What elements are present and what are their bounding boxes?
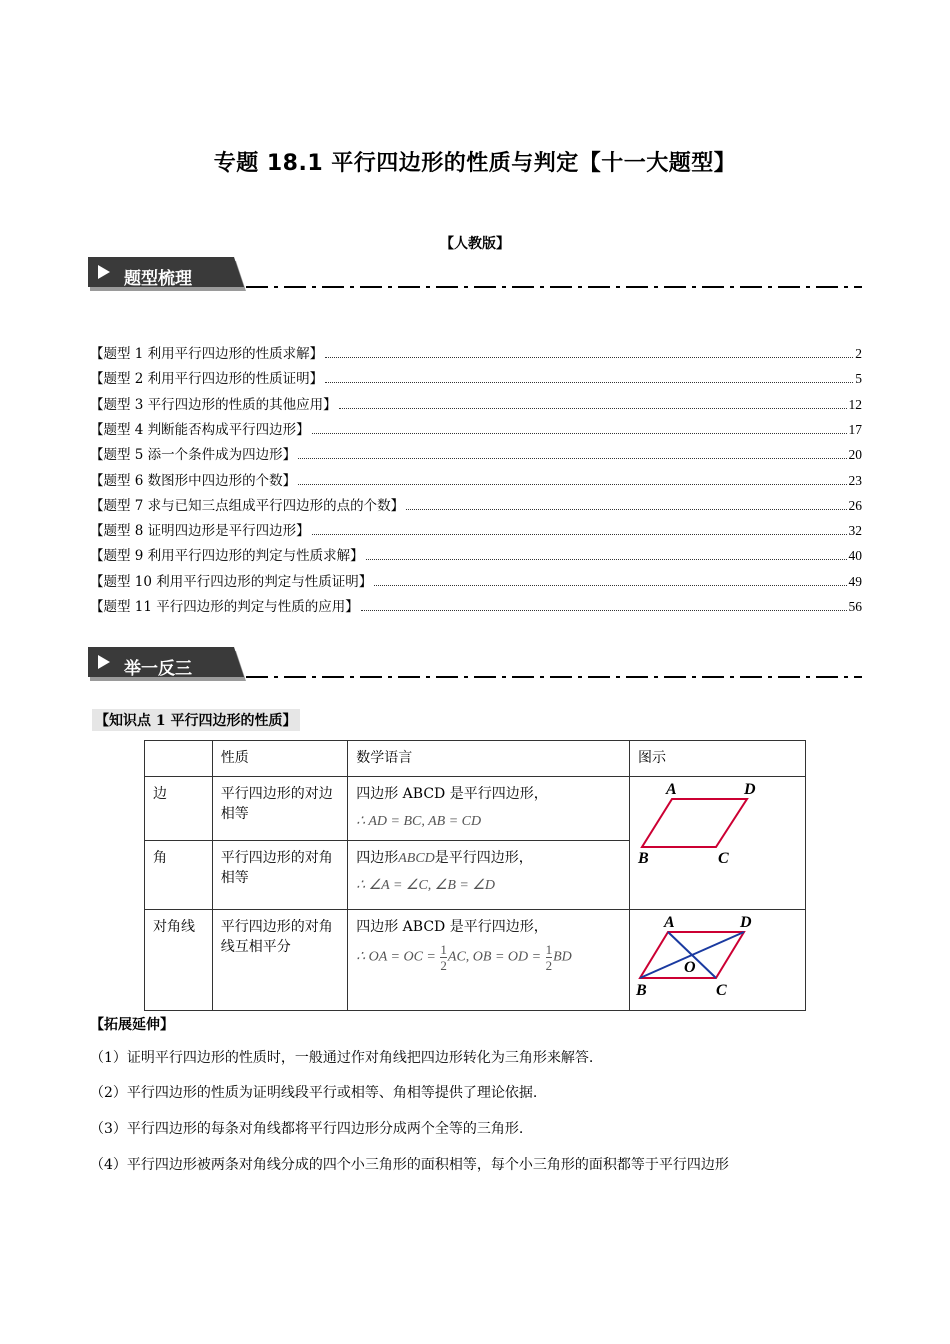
toc-page-number: 2 — [855, 346, 862, 361]
banner-label: 题型梳理 — [124, 269, 192, 289]
toc-entry[interactable] — [90, 393, 862, 413]
conclusion-part: BD — [553, 949, 572, 965]
center-label-o: O — [684, 959, 696, 976]
parallelogram-shape — [642, 799, 747, 847]
toc-entry[interactable] — [90, 595, 862, 615]
premise-suffix: 是平行四边形， — [434, 850, 533, 867]
extension-item: （4）平行四边形被两条对角线分成的四个小三角形的面积相等，每个小三角形的面积都等于平行四边形 — [90, 1157, 729, 1173]
dash-line — [246, 285, 862, 289]
math-premise: 四边形 ABCD 是平行四边形， — [356, 919, 548, 935]
frac-den: 2 — [545, 958, 553, 973]
conclusion-part: AC, OB = OD = — [447, 949, 542, 965]
row-name: 对角线 — [145, 910, 213, 1011]
properties-table — [144, 740, 806, 1011]
toc-entry-label: 【题型 1 利用平行四边形的性质求解】 — [90, 346, 324, 362]
toc-entry-label: 【题型 3 平行四边形的性质的其他应用】 — [90, 396, 337, 413]
row-name: 角 — [145, 841, 213, 910]
toc-leader-dots — [406, 508, 846, 510]
frac-num: 1 — [545, 942, 553, 957]
toc-page-number: 56 — [848, 599, 862, 614]
toc-entry[interactable] — [90, 544, 862, 564]
toc-entry-label: 【题型 8 证明四边形是平行四边形】 — [90, 523, 310, 540]
toc-leader-dots — [298, 483, 846, 485]
fraction-half — [440, 942, 447, 973]
toc-leader-dots — [325, 381, 853, 383]
toc-leader-dots — [312, 533, 847, 535]
vertex-label-a: A — [664, 914, 675, 931]
header-cell: 性质 — [212, 741, 347, 777]
toc-entry-label: 【题型 6 数图形中四边形的个数】 — [90, 472, 297, 489]
vertex-label-c: C — [718, 850, 729, 867]
toc-page-number: 17 — [848, 421, 862, 437]
vertex-label-a: A — [666, 781, 677, 798]
frac-num: 1 — [440, 942, 447, 957]
premise-prefix: 四边形 — [356, 850, 399, 867]
toc-page-number: 5 — [855, 371, 862, 387]
toc-entry[interactable] — [90, 367, 862, 387]
toc-entry[interactable] — [90, 418, 862, 438]
vertex-label-b: B — [636, 982, 647, 999]
vertex-label-d: D — [744, 781, 756, 798]
header-cell: 数学语言 — [348, 741, 630, 777]
toc-entry-label: 【题型 4 判断能否构成平行四边形】 — [90, 421, 310, 438]
toc-page-number: 23 — [848, 472, 862, 488]
math-premise: 四边形 ABCD 是平行四边形， — [356, 786, 548, 802]
row-math — [348, 841, 630, 910]
page-title: 专题 18.1 平行四边形的性质与判定【十一大题型】 — [213, 151, 737, 176]
knowledge-point-title: 【知识点 1 平行四边形的性质】 — [92, 709, 300, 731]
toc-page-number: 32 — [848, 523, 862, 539]
figure-cell-diagonals — [630, 910, 806, 1011]
parallelogram-figure — [630, 777, 805, 905]
row-math — [348, 910, 630, 1011]
math-conclusion — [356, 942, 621, 973]
math-conclusion: ∴ AD = BC, AB = CD — [356, 814, 482, 829]
toc-entry[interactable] — [90, 469, 862, 489]
extension-item: （1）证明平行四边形的性质时，一般通过作对角线把四边形转化为三角形来解答. — [90, 1050, 594, 1066]
vertex-label-d: D — [740, 914, 752, 931]
toc-leader-dots — [325, 356, 853, 358]
toc-page-number: 49 — [848, 573, 862, 589]
row-property: 平行四边形的对角相等 — [212, 841, 347, 910]
figure-cell-parallelogram — [630, 777, 806, 910]
toc-leader-dots — [312, 432, 847, 434]
math-conclusion: ∴ ∠A = ∠C, ∠B = ∠D — [356, 878, 496, 894]
header-cell — [145, 741, 213, 777]
parallelogram-diagonals-figure — [630, 910, 805, 1006]
toc-entry-label: 【题型 2 利用平行四边形的性质证明】 — [90, 371, 324, 388]
table-header-row — [145, 741, 806, 777]
extension-item: （3）平行四边形的每条对角线都将平行四边形分成两个全等的三角形. — [90, 1121, 524, 1137]
toc-entry-label: 【题型 10 利用平行四边形的判定与性质证明】 — [90, 573, 373, 590]
toc-entry-label: 【题型 11 平行四边形的判定与性质的应用】 — [90, 599, 359, 615]
toc-entry[interactable] — [90, 494, 862, 514]
table-row — [145, 777, 806, 841]
toc-leader-dots — [374, 584, 846, 586]
section-banner-examples — [88, 647, 868, 683]
toc-page-number: 40 — [848, 548, 862, 564]
math-premise — [356, 847, 621, 867]
row-name: 边 — [145, 777, 213, 841]
toc-entry-label: 【题型 7 求与已知三点组成平行四边形的点的个数】 — [90, 497, 405, 514]
vertex-label-b: B — [638, 850, 649, 867]
toc-leader-dots — [339, 407, 847, 409]
table-row — [145, 910, 806, 1011]
toc-entry-label: 【题型 5 添一个条件成为四边形】 — [90, 447, 297, 464]
toc-entry[interactable] — [90, 443, 862, 463]
toc-page-number: 12 — [848, 396, 862, 412]
edition-label: 【人教版】 — [440, 236, 510, 252]
dash-line — [246, 675, 862, 679]
premise-math: ABCD — [398, 851, 435, 867]
row-property: 平行四边形的对边相等 — [212, 777, 347, 841]
conclusion-part: ∴ OA = OC = — [356, 949, 436, 965]
toc-leader-dots — [298, 457, 846, 459]
toc-leader-dots — [361, 609, 847, 611]
extension-title: 【拓展延伸】 — [90, 1017, 174, 1033]
frac-den: 2 — [440, 958, 447, 973]
section-banner-outline — [88, 257, 868, 293]
toc-entry[interactable] — [90, 342, 862, 362]
toc-page-number: 26 — [848, 497, 862, 513]
toc-entry[interactable] — [90, 570, 862, 590]
toc-entry-label: 【题型 9 利用平行四边形的判定与性质求解】 — [90, 548, 364, 565]
header-cell: 图示 — [630, 741, 806, 777]
toc-entry[interactable] — [90, 519, 862, 539]
toc-leader-dots — [366, 558, 847, 560]
row-math — [348, 777, 630, 841]
extension-item: （2）平行四边形的性质为证明线段平行或相等、角相等提供了理论依据. — [90, 1085, 538, 1101]
row-property: 平行四边形的对角线互相平分 — [212, 910, 347, 1011]
fraction-half — [546, 942, 553, 973]
toc-page-number: 20 — [848, 447, 862, 463]
vertex-label-c: C — [716, 982, 727, 999]
banner-label: 举一反三 — [124, 659, 192, 679]
